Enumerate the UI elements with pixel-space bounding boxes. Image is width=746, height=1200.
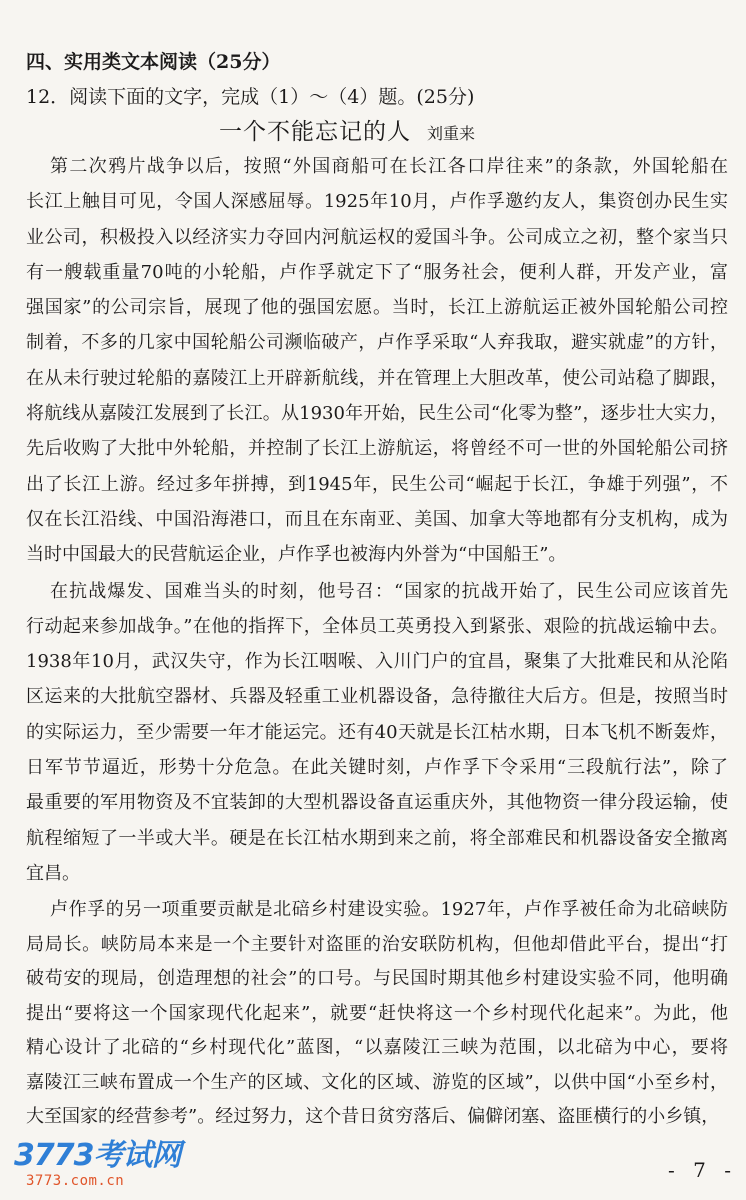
logo-wordmark: 3773考试网 — [14, 1138, 181, 1173]
text-line: 区运来的大批航空器材、兵器及轻重工业机器设备，急待撤往大后方。但是，按照当时 — [26, 686, 728, 708]
text-line: 第二次鸦片战争以后，按照“外国商船可在长江各口岸往来”的条款，外国轮船在 — [50, 156, 728, 177]
text-line: 大至国家的经营参考”。经过努力，这个昔日贫穷落后、偏僻闭塞、盗匪横行的小乡镇， — [26, 1106, 720, 1128]
text-line: 有一艘载重量70吨的小轮船，卢作孚就定下了“服务社会，便利人群，开发产业，富 — [26, 261, 728, 283]
section-heading: 四、实用类文本阅读（25分） — [26, 51, 281, 73]
text-line: 行动起来参加战争。”在他的指挥下，全体员工英勇投入到紧张、艰险的抗战运输中去。 — [26, 615, 728, 637]
text-line: 将航线从嘉陵江发展到了长江。从1930年开始，民生公司“化零为整”，逐步壮大实力， — [26, 403, 728, 425]
text-line: 最重要的军用物资及不宜装卸的大型机器设备直运重庆外，其他物资一律分段运输，使 — [26, 792, 728, 814]
text-line: 精心设计了北碚的“乡村现代化”蓝图，“以嘉陵江三峡为范围，以北碚为中心，要将 — [26, 1037, 728, 1059]
text-line: 航程缩短了一半或大半。硬是在长江枯水期到来之前，将全部难民和机器设备安全撤离 — [26, 827, 728, 849]
page-number: - 7 - — [668, 1158, 737, 1182]
text-line: 长江上触目可见，令国人深感屈辱。1925年10月，卢作孚邀约友人，集资创办民生实 — [26, 191, 728, 213]
text-line: 1938年10月，武汉失守，作为长江咽喉、入川门户的宜昌，聚集了大批难民和从沦陷 — [26, 651, 728, 673]
question-prompt: 12．阅读下面的文字，完成（1）～（4）题。(25分) — [26, 86, 475, 108]
text-line: 的实际运力，至少需要一年才能运完。还有40天就是长江枯水期，日本飞机不断轰炸， — [26, 721, 728, 743]
text-line: 制着，不多的几家中国轮船公司濒临破产，卢作孚采取“人弃我取，避实就虚”的方针， — [26, 332, 728, 354]
paragraph-1 — [26, 149, 728, 573]
text-line: 业公司，积极投入以经济实力夺回内河航运权的爱国斗争。公司成立之初，整个家当只 — [26, 226, 728, 248]
text-line: 仅在长江沿线、中国沿海港口，而且在东南亚、美国、加拿大等地都有分支机构，成为 — [26, 508, 728, 530]
paragraph-3 — [26, 893, 728, 1135]
article-author: 刘重来 — [426, 124, 475, 143]
paragraph-2 — [26, 574, 728, 892]
text-line: 强国家”的公司宗旨，展现了他的强国宏愿。当时，长江上游航运正被外国轮船公司控 — [26, 297, 728, 319]
text-line: 在从未行驶过轮船的嘉陵江上开辟新航线，并在管理上大胆改革，使公司站稳了脚跟， — [26, 367, 728, 389]
text-line: 在抗战爆发、国难当头的时刻，他号召：“国家的抗战开始了，民生公司应该首先 — [50, 580, 728, 602]
text-line: 宜昌。 — [26, 862, 80, 884]
text-line: 先后收购了大批中外轮船，并控制了长江上游航运，将曾经不可一世的外国轮船公司挤 — [26, 438, 728, 460]
text-line: 破苟安的现局，创造理想的社会”的口号。与民国时期其他乡村建设实验不同，他明确 — [26, 968, 728, 990]
text-line: 局局长。峡防局本来是一个主要针对盗匪的治安联防机构，但他却借此平台，提出“打 — [26, 933, 728, 955]
site-logo — [14, 1140, 181, 1190]
text-line: 提出“要将这一个国家现代化起来”，就要“赶快将这一个乡村现代化起来”。为此，他 — [26, 1002, 728, 1024]
text-line: 嘉陵江三峡布置成一个生产的区域、文化的区域、游览的区域”，以供中国“小至乡村， — [26, 1071, 728, 1093]
article-title-block — [26, 115, 728, 149]
text-line: 日军节节逼近，形势十分危急。在此关键时刻，卢作孚下令采用“三段航行法”，除了 — [26, 757, 728, 779]
text-line: 出了长江上游。经过多年拼搏，到1945年，民生公司“崛起于长江，争雄于列强”，不 — [26, 473, 728, 495]
text-line: 卢作孚的另一项重要贡献是北碚乡村建设实验。1927年，卢作孚被任命为北碚峡防 — [50, 899, 728, 921]
logo-url: 3773.com.cn — [26, 1173, 125, 1189]
page-content — [26, 45, 728, 1135]
article-title: 一个不能忘记的人 — [218, 119, 411, 145]
text-line: 当时中国最大的民营航运企业，卢作孚也被海内外誉为“中国船王”。 — [26, 544, 567, 566]
